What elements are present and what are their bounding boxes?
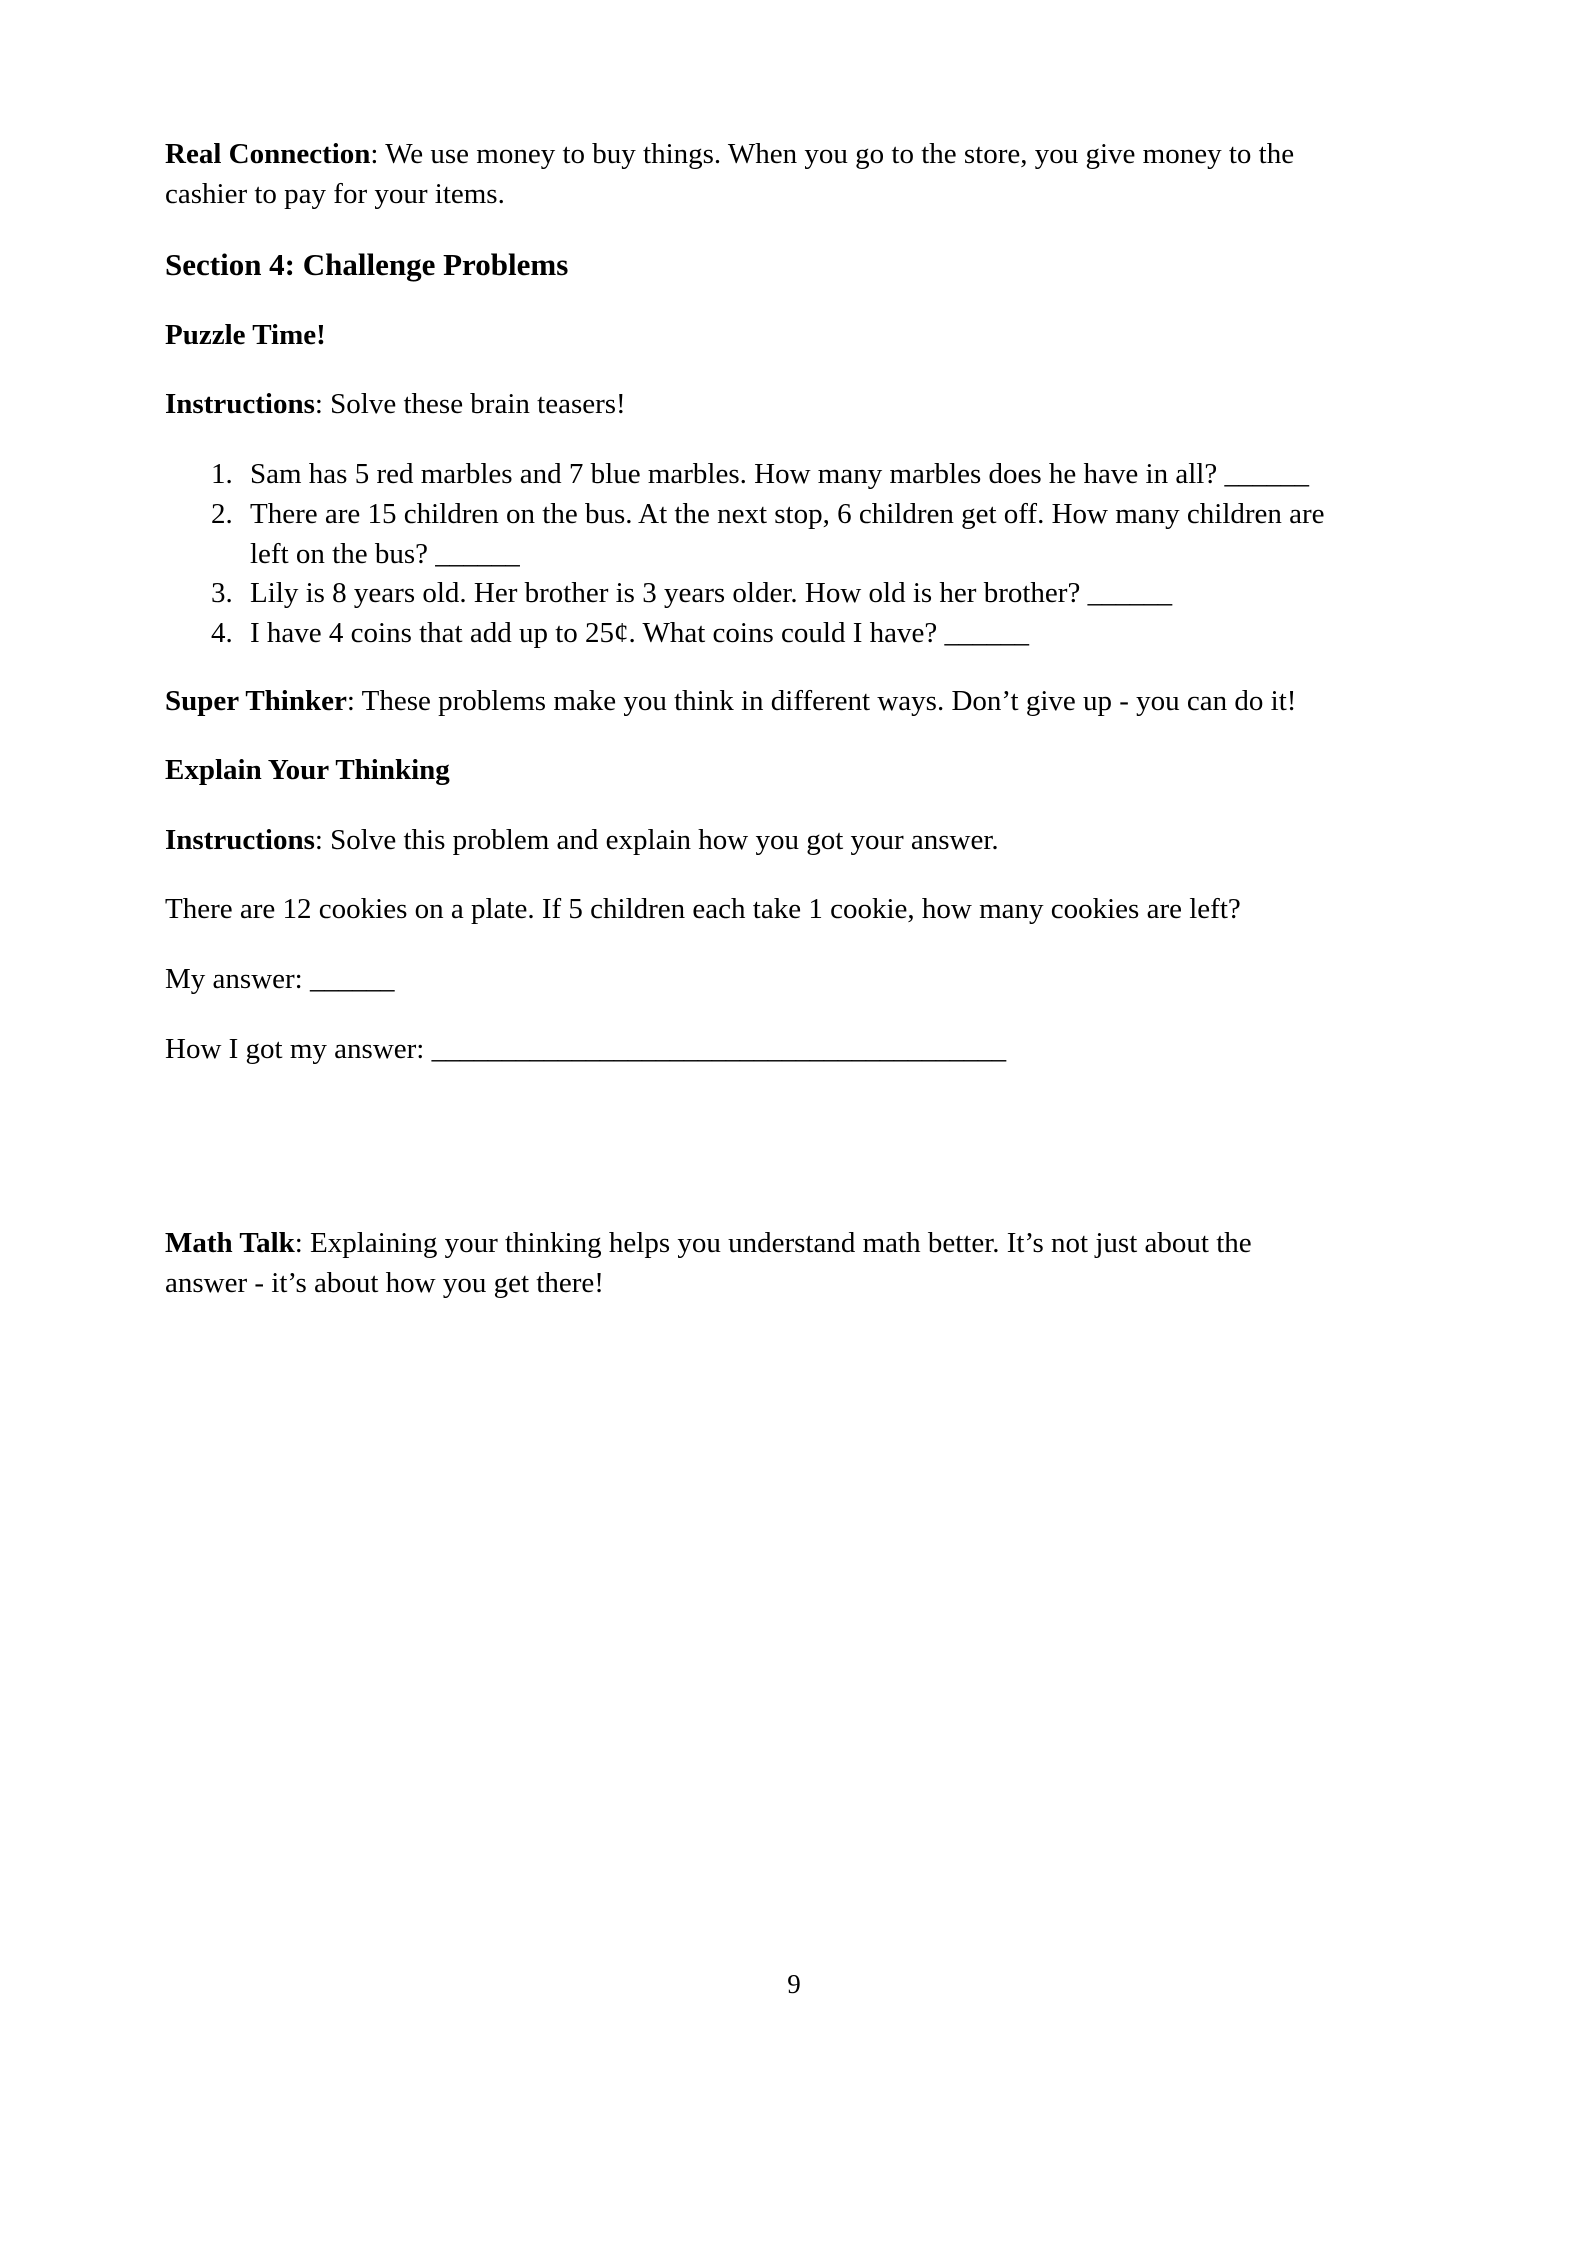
instructions-puzzle-label: Instructions <box>165 388 315 421</box>
my-answer-label: My answer: <box>165 963 310 996</box>
instructions-puzzle-body: : Solve these brain teasers! <box>314 388 626 421</box>
explain-your-thinking-heading: Explain Your Thinking <box>165 754 450 787</box>
answer-blank[interactable]: ______ <box>1087 577 1172 610</box>
super-thinker-body: : These problems make you think in different ways. Don’t give up - you can do it! <box>346 684 1297 717</box>
real-connection-paragraph <box>165 135 1327 214</box>
my-answer-blank[interactable]: ______ <box>309 963 394 996</box>
answer-blank[interactable]: ______ <box>435 537 520 570</box>
instructions-explain-body: : Solve this problem and explain how you got your answer. <box>314 823 999 856</box>
problem-text: Sam has 5 red marbles and 7 blue marbles. How many marbles does he have in all? <box>250 458 1218 491</box>
instructions-explain-label: Instructions <box>165 823 315 856</box>
math-talk-label: Math Talk <box>165 1227 295 1260</box>
super-thinker-paragraph <box>165 682 1327 722</box>
list-item <box>240 574 1327 614</box>
problem-text: I have 4 coins that add up to 25¢. What coins could I have? <box>250 617 938 650</box>
answer-blank[interactable]: ______ <box>1224 458 1309 491</box>
problem-text: Lily is 8 years old. Her brother is 3 years older. How old is her brother? <box>250 577 1081 610</box>
challenge-problem-list <box>165 455 1327 654</box>
real-connection-label: Real Connection <box>165 138 371 170</box>
how-i-got-my-answer-line <box>165 1030 1327 1070</box>
list-item <box>240 455 1327 495</box>
how-i-got-label: How I got my answer: <box>165 1032 432 1065</box>
cookie-problem-paragraph: There are 12 cookies on a plate. If 5 children each take 1 cookie, how many cookies are left? <box>165 893 1241 926</box>
math-talk-body: : Explaining your thinking helps you understand math better. It’s not just about the answer - it’s about how you get there! <box>165 1227 1252 1300</box>
real-connection-body: : We use money to buy things. When you go to the store, you give money to the cashier to pay for your items. <box>165 138 1295 210</box>
my-answer-line <box>165 960 1327 1000</box>
instructions-explain-paragraph <box>165 821 1327 861</box>
list-item <box>240 495 1327 574</box>
answer-space <box>165 1099 1327 1224</box>
problem-text: There are 15 children on the bus. At the next stop, 6 children get off. How many children are left on the bus? <box>250 497 1325 570</box>
instructions-puzzle-paragraph <box>165 385 1327 425</box>
page-content <box>165 135 1327 1334</box>
math-talk-paragraph <box>165 1224 1327 1303</box>
puzzle-time-heading: Puzzle Time! <box>165 319 326 352</box>
list-item <box>240 614 1327 654</box>
super-thinker-label: Super Thinker <box>165 684 347 717</box>
answer-blank[interactable]: ______ <box>944 617 1029 650</box>
section-4-heading: Section 4: Challenge Problems <box>165 247 569 283</box>
page-number: 9 <box>787 1969 801 1999</box>
how-i-got-blank[interactable]: _________________________________________ <box>431 1032 1006 1065</box>
